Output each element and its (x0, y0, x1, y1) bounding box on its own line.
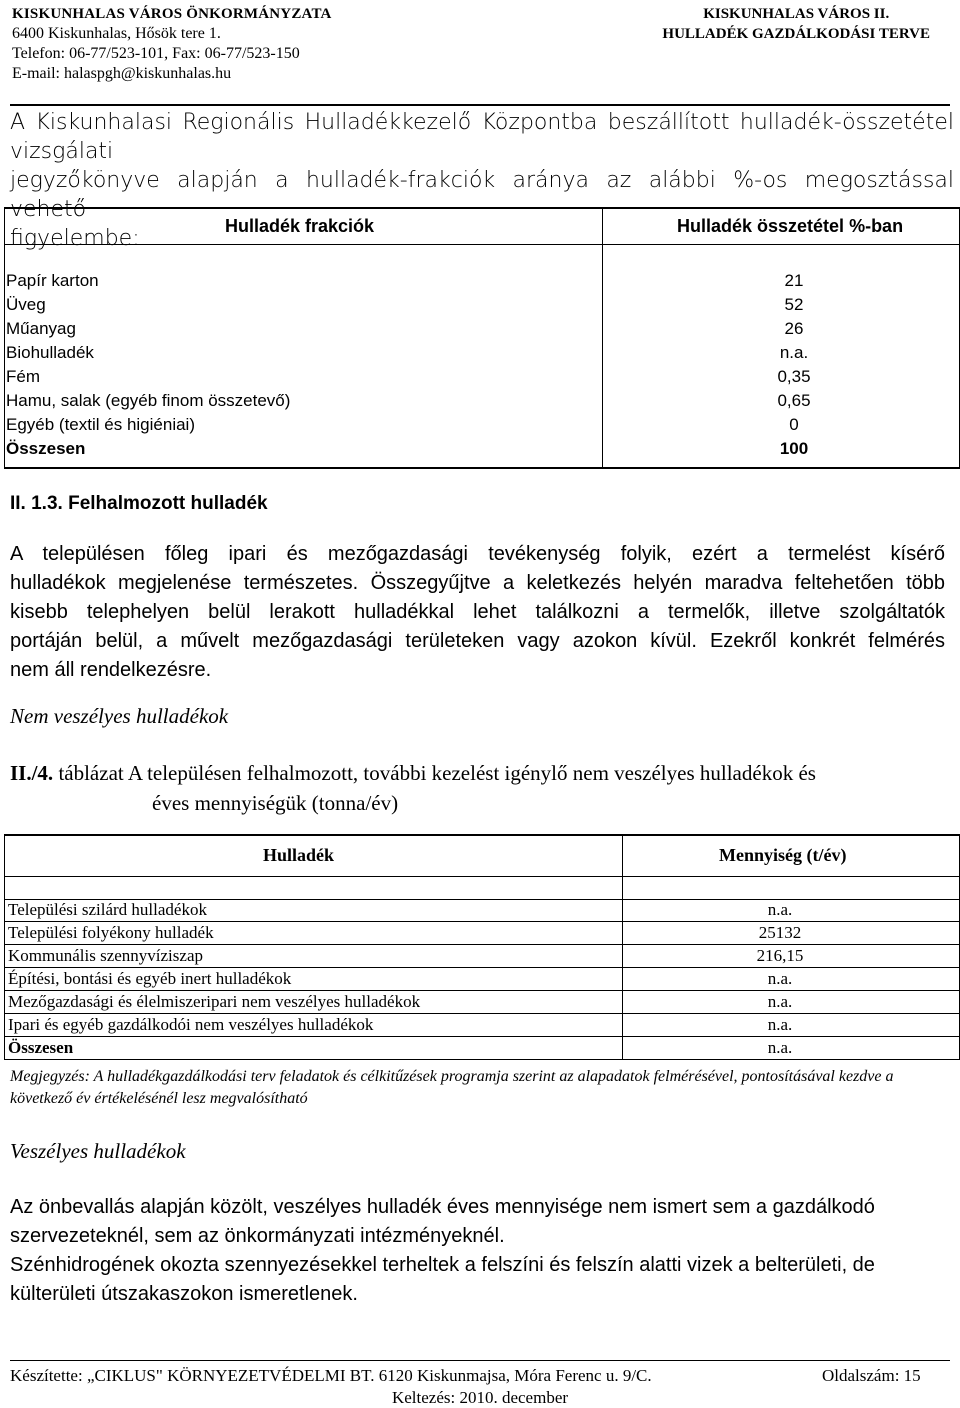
table-total-row (4, 1037, 960, 1060)
row-label: Papír karton (6, 271, 99, 290)
org-phone: Telefon: 06-77/523-101, Fax: 06-77/523-150 (12, 45, 300, 62)
row-label: Műanyag (6, 319, 76, 338)
paragraph-line: külterületi útszakaszokon ismeretlenek. (10, 1283, 358, 1305)
table-row (4, 391, 960, 414)
row-label: Kommunális szennyvíziszap (8, 946, 203, 965)
table-row (4, 991, 960, 1014)
row-label: Biohulladék (6, 343, 94, 362)
table-header (4, 207, 960, 245)
paragraph-line: szervezeteknél, sem az önkormányzati intézményeknél. (10, 1225, 505, 1247)
paragraph-line: kisebb telephelyen belül lerakott hulladékkal lehet találkozni a termelők, illetve szolgáltatók (10, 601, 945, 623)
section-paragraph (10, 540, 945, 685)
paragraph-line: Szénhidrogének okozta szennyezésekkel terheltek a felszíni és felszín alatti vizek a belterületi, de (10, 1254, 875, 1276)
table-caption-line2: éves mennyiségük (tonna/év) (152, 791, 399, 815)
letterhead-left (12, 4, 332, 84)
subsection-title-non-hazardous: Nem veszélyes hulladékok (10, 704, 229, 728)
row-label: Összesen (8, 1038, 74, 1057)
row-value: 216,15 (756, 946, 804, 965)
paragraph-line: A településen főleg ipari és mezőgazdasági tevékenység folyik, ezért a termelést kísérő (10, 543, 945, 565)
row-label: Egyéb (textil és higiéniai) (6, 415, 195, 434)
table-row (4, 319, 960, 342)
table-row (4, 415, 960, 438)
column-header-quantity: Mennyiség (t/év) (719, 845, 847, 865)
table-note: Megjegyzés: A hulladékgazdálkodási terv feladatok és célkitűzések programja szerint az alapadatok felmérésével, pontosításával kezdve a következő év értékelésénél lesz megvalósítható (10, 1068, 894, 1107)
intro-line: figyelembe: (10, 226, 140, 251)
row-value: 0 (789, 415, 799, 434)
table-total-row (4, 439, 960, 462)
org-email: E-mail: halaspgh@kiskunhalas.hu (12, 65, 232, 82)
column-header-fraction: Hulladék frakciók (225, 216, 375, 236)
row-value: n.a. (767, 900, 793, 919)
column-header-waste: Hulladék (263, 845, 335, 865)
column-header-composition: Hulladék összetétel %-ban (677, 216, 904, 236)
table-row (4, 945, 960, 968)
subsection-title-hazardous: Veszélyes hulladékok (10, 1139, 186, 1163)
row-value: 52 (784, 295, 804, 314)
row-value: 25132 (758, 923, 802, 942)
row-label: Ipari és egyéb gazdálkodói nem veszélyes hulladékok (8, 1015, 374, 1034)
table-caption-number: II./4. (10, 761, 54, 785)
table-row (4, 968, 960, 991)
row-label: Hamu, salak (egyéb finom összetevő) (6, 391, 291, 410)
intro-line: A Kiskunhalasi Regionális Hulladékkezelő Központba beszállított hulladék-összetétel vizsgálati (10, 110, 954, 164)
table-row (4, 295, 960, 318)
letterhead-right (662, 4, 930, 44)
footer-author: Készítette: „CIKLUS" KÖRNYEZETVÉDELMI BT. 6120 Kiskunmajsa, Móra Ferenc u. 9/C. (10, 1366, 652, 1385)
document-title-line2: HULLADÉK GAZDÁLKODÁSI TERVE (662, 26, 930, 42)
paragraph-line: portáján belül, a művelt mezőgazdasági területeken vagy azokon kívül. Ezekről konkrét felmérés (10, 630, 945, 652)
row-value: 21 (784, 271, 804, 290)
row-label: Üveg (6, 295, 46, 314)
hazardous-paragraph (10, 1193, 945, 1309)
row-label: Fém (6, 367, 40, 386)
row-value: n.a. (779, 343, 809, 362)
document-title-line1: KISKUNHALAS VÁROS II. (703, 6, 890, 22)
paragraph-line: Az önbevallás alapján közölt, veszélyes hulladék éves mennyisége nem ismert sem a gazdálkodó (10, 1196, 875, 1218)
header-divider (10, 104, 950, 106)
row-value: 26 (784, 319, 804, 338)
row-value: n.a. (767, 969, 793, 988)
row-label: Építési, bontási és egyéb inert hulladékok (8, 969, 292, 988)
table-row (4, 922, 960, 945)
paragraph-line: nem áll rendelkezésre. (10, 659, 212, 681)
table-row (4, 367, 960, 390)
row-label: Mezőgazdasági és élelmiszeripari nem veszélyes hulladékok (8, 992, 421, 1011)
footer-date: Keltezés: 2010. december (391, 1388, 569, 1407)
table-row (4, 1014, 960, 1037)
table-caption-text: táblázat A településen felhalmozott, további kezelést igénylő nem veszélyes hulladékok és (53, 761, 816, 785)
section-title: II. 1.3. Felhalmozott hulladék (10, 493, 268, 514)
footer-divider (10, 1360, 950, 1361)
table-row (4, 343, 960, 366)
row-value: 0,65 (777, 391, 811, 410)
footer-page-number: Oldalszám: 15 (822, 1366, 921, 1385)
row-value: 100 (779, 439, 809, 458)
row-label: Összesen (6, 439, 86, 458)
intro-line: jegyzőkönyve alapján a hulladék-frakciók aránya az alábbi %-os megosztással vehető (10, 168, 954, 222)
table-header (4, 834, 960, 877)
row-value: n.a. (767, 1038, 793, 1057)
row-value: n.a. (767, 992, 793, 1011)
row-label: Települési szilárd hulladékok (8, 900, 207, 919)
row-label: Települési folyékony hulladék (8, 923, 214, 942)
row-value: 0,35 (777, 367, 811, 386)
table-row (4, 899, 960, 922)
org-address: 6400 Kiskunhalas, Hősök tere 1. (12, 25, 221, 42)
table-row (4, 271, 960, 294)
row-value: n.a. (767, 1015, 793, 1034)
paragraph-line: hulladékok megjelenése természetes. Összegyűjtve a keletkezés helyén maradva feltehetően több (10, 572, 945, 594)
org-name: KISKUNHALAS VÁROS ÖNKORMÁNYZATA (12, 6, 332, 22)
table-caption (10, 758, 950, 818)
